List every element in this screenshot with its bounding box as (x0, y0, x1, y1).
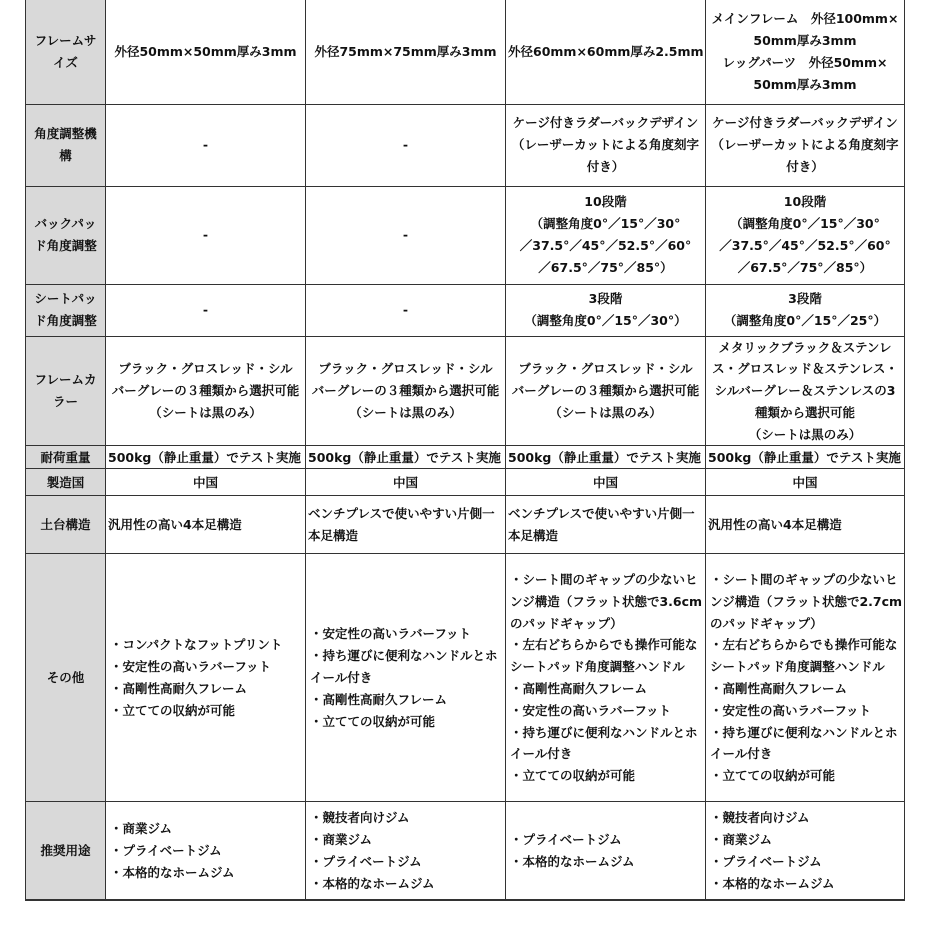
cell-line: 10段階 (783, 194, 827, 210)
cell-line: ／67.5°／75°／85°） (538, 259, 673, 275)
cell-line: 3段階 (588, 291, 623, 307)
cell-product-2 (306, 336, 506, 446)
cell-line: バーグレーの３種類から選択可能 (311, 383, 500, 399)
cell-line: 外径60mm×60mm厚み2.5mm (508, 43, 704, 59)
cell-line: シートパッド角度調整ハンドル (510, 659, 685, 675)
cell-line: - (402, 227, 409, 243)
cell-line: ・競技者向けジム (310, 810, 410, 826)
cell-product-4 (706, 802, 905, 900)
cell-product-2 (306, 802, 506, 900)
cell-line: のパッドギャップ） (510, 615, 623, 631)
row-recommended-use (26, 802, 905, 900)
cell-product-1 (106, 554, 306, 802)
cell-line: ・シート間のギャップの少ないヒ (710, 572, 898, 587)
cell-product-3 (506, 104, 706, 186)
cell-line: イール付き (310, 670, 373, 686)
cell-line: ・高剛性高耐久フレーム (110, 680, 248, 696)
cell-line: ・商業ジム (110, 821, 173, 837)
cell-line: ベンチプレスで使いやすい片側一 (508, 506, 695, 522)
cell-line: イール付き (710, 746, 773, 762)
cell-line: ・安定性の高いラバーフット (510, 702, 672, 718)
row-label: フレームサイズ (26, 0, 106, 104)
cell-line: （シートは黒のみ） (549, 404, 662, 420)
cell-product-3 (506, 336, 706, 446)
cell-line: 付き） (586, 158, 625, 174)
cell-product-2 (306, 104, 506, 186)
cell-product-3 (506, 496, 706, 554)
cell-line: ・商業ジム (710, 831, 773, 847)
cell-line: （調整角度0°／15°／30°） (524, 313, 687, 328)
cell-line: バーグレーの３種類から選択可能 (111, 383, 300, 399)
cell-product-2 (306, 186, 506, 284)
cell-line: ・安定性の高いラバーフット (710, 702, 872, 718)
cell-line: 3段階 (788, 291, 822, 307)
cell-line: のパッドギャップ） (710, 615, 823, 631)
cell-line: （調整角度0°／15°／25°） (723, 313, 887, 328)
cell-line: ・安定性の高いラバーフット (110, 659, 272, 675)
cell-product-1 (106, 496, 306, 554)
cell-line: ブラック・グロスレッド・シル (518, 361, 693, 377)
cell-line: 本足構造 (508, 527, 559, 543)
row-label: その他 (26, 554, 106, 802)
cell-product-2 (306, 554, 506, 802)
cell-product-1 (106, 104, 306, 186)
cell-product-4 (706, 336, 905, 446)
cell-line: ・商業ジム (310, 831, 373, 847)
cell-line: 汎用性の高い4本足構造 (708, 517, 842, 533)
cell-line: （シートは黒のみ） (748, 426, 862, 442)
cell-product-2 (306, 469, 506, 496)
cell-line: ・持ち運びに便利なハンドルとホ (510, 724, 698, 740)
row-label: 土台構造 (26, 496, 106, 554)
cell-line: ・本格的なホームジム (110, 864, 235, 880)
cell-line: 500kg（静止重量）でテスト実施 (108, 449, 301, 465)
cell-line: 50mm厚み3mm (753, 76, 857, 92)
cell-line: バーグレーの３種類から選択可能 (511, 383, 700, 399)
cell-line: ・プライベートジム (710, 853, 822, 869)
cell-product-4 (706, 469, 905, 496)
cell-line: シルバーグレー＆ステンレスの3 (714, 383, 896, 399)
cell-line: - (202, 227, 209, 243)
cell-line: （調整角度0°／15°／30° (730, 216, 880, 232)
cell-line: ・プライベートジム (110, 842, 222, 858)
cell-line: 本足構造 (308, 527, 359, 543)
cell-line: ・競技者向けジム (710, 810, 810, 826)
row-label: シートパッド角度調整 (26, 284, 106, 336)
cell-line: 中国 (192, 474, 218, 490)
cell-line: ケージ付きラダーバックデザイン (712, 115, 898, 131)
cell-product-3 (506, 0, 706, 104)
cell-line: ・持ち運びに便利なハンドルとホ (310, 648, 498, 664)
cell-product-2 (306, 0, 506, 104)
cell-line: ・プライベートジム (510, 831, 622, 847)
cell-line: ケージ付きラダーバックデザイン (512, 115, 699, 131)
cell-line: 中国 (592, 474, 618, 490)
cell-line: ・高剛性高耐久フレーム (310, 691, 448, 707)
cell-product-3 (506, 469, 706, 496)
cell-line: 中国 (792, 474, 818, 490)
cell-product-3 (506, 802, 706, 900)
row-load-capacity (26, 446, 905, 469)
cell-line: ・立てての収納が可能 (510, 768, 636, 784)
cell-line: イール付き (510, 746, 573, 762)
row-label: バックパッド角度調整 (26, 186, 106, 284)
cell-line: ス・グロスレッド＆ステンレス・ (712, 361, 898, 377)
cell-line: ・立てての収納が可能 (310, 713, 436, 729)
cell-product-3 (506, 446, 706, 469)
cell-product-3 (506, 284, 706, 336)
cell-line: メインフレーム 外径100mm× (711, 11, 899, 27)
cell-product-4 (706, 496, 905, 554)
cell-line: レッグパーツ 外径50mm× (722, 54, 888, 70)
row-frame-size (26, 0, 905, 104)
cell-line: ・高剛性高耐久フレーム (510, 680, 648, 696)
cell-product-1 (106, 0, 306, 104)
cell-line: メタリックブラック＆ステンレ (718, 339, 892, 355)
cell-line: ・立てての収納が可能 (710, 768, 836, 784)
cell-line: ブラック・グロスレッド・シル (118, 361, 293, 377)
cell-line: （レーザーカットによる角度刻字 (711, 137, 899, 153)
cell-line: 汎用性の高い4本足構造 (108, 517, 242, 533)
row-label: 推奨用途 (26, 802, 106, 900)
cell-product-4 (706, 186, 905, 284)
spec-comparison-table (25, 0, 905, 901)
cell-line: ・持ち運びに便利なハンドルとホ (710, 724, 898, 740)
cell-line: ブラック・グロスレッド・シル (318, 361, 493, 377)
row-origin (26, 469, 905, 496)
cell-product-2 (306, 446, 506, 469)
cell-product-1 (106, 802, 306, 900)
row-label: 耐荷重量 (26, 446, 106, 469)
cell-line: 500kg（静止重量）でテスト実施 (708, 449, 901, 465)
cell-line: - (202, 302, 209, 318)
cell-line: 外径75mm×75mm厚み3mm (314, 43, 497, 59)
cell-product-1 (106, 469, 306, 496)
cell-product-4 (706, 104, 905, 186)
cell-line: ／37.5°／45°／52.5°／60° (519, 238, 692, 253)
cell-line: ・本格的なホームジム (710, 875, 835, 891)
cell-product-3 (506, 554, 706, 802)
cell-line: シートパッド角度調整ハンドル (710, 659, 885, 675)
cell-line: ンジ構造（フラット状態で3.6cm (510, 593, 703, 609)
cell-line: ・コンパクトなフットプリント (110, 637, 283, 653)
cell-line: 500kg（静止重量）でテスト実施 (308, 449, 501, 465)
row-base-structure (26, 496, 905, 554)
cell-line: 外径50mm×50mm厚み3mm (114, 43, 297, 59)
row-backpad-angle (26, 186, 905, 284)
cell-line: - (202, 137, 209, 153)
cell-line: ・安定性の高いラバーフット (310, 626, 472, 642)
cell-line: （レーザーカットによる角度刻字 (511, 137, 700, 153)
cell-line: 種類から選択可能 (754, 404, 855, 420)
cell-line: ・シート間のギャップの少ないヒ (510, 572, 698, 587)
cell-line: 中国 (392, 474, 418, 490)
cell-line: 50mm厚み3mm (753, 32, 857, 48)
cell-line: （シートは黒のみ） (349, 404, 462, 420)
cell-product-2 (306, 496, 506, 554)
cell-line: ・立てての収納が可能 (110, 702, 236, 718)
cell-product-1 (106, 446, 306, 469)
cell-line: （調整角度0°／15°／30° (530, 216, 681, 232)
cell-product-3 (506, 186, 706, 284)
cell-product-4 (706, 446, 905, 469)
cell-product-4 (706, 284, 905, 336)
cell-line: ／67.5°／75°／85°） (737, 259, 873, 275)
cell-line: ・高剛性高耐久フレーム (710, 680, 848, 696)
cell-product-1 (106, 284, 306, 336)
cell-line: ベンチプレスで使いやすい片側一 (308, 506, 495, 522)
cell-product-1 (106, 186, 306, 284)
cell-line: ンジ構造（フラット状態で2.7cm (710, 593, 903, 609)
row-frame-color (26, 336, 905, 446)
row-seatpad-angle (26, 284, 905, 336)
cell-product-4 (706, 554, 905, 802)
cell-line: ・左右どちらからでも操作可能な (510, 637, 698, 653)
row-label: フレームカラー (26, 336, 106, 446)
cell-product-4 (706, 0, 905, 104)
cell-line: - (402, 137, 409, 153)
cell-line: ・プライベートジム (310, 853, 422, 869)
row-other-features (26, 554, 905, 802)
cell-line: 付き） (786, 158, 824, 174)
row-label: 製造国 (26, 469, 106, 496)
cell-line: ・本格的なホームジム (510, 853, 635, 869)
cell-line: ／37.5°／45°／52.5°／60° (719, 238, 891, 253)
cell-line: 10段階 (584, 194, 627, 210)
cell-line: 500kg（静止重量）でテスト実施 (508, 449, 701, 465)
cell-line: （シートは黒のみ） (149, 404, 262, 420)
row-label: 角度調整機構 (26, 104, 106, 186)
row-angle-mechanism (26, 104, 905, 186)
cell-line: ・左右どちらからでも操作可能な (710, 637, 898, 653)
cell-product-2 (306, 284, 506, 336)
cell-product-1 (106, 336, 306, 446)
cell-line: - (402, 302, 409, 318)
cell-line: ・本格的なホームジム (310, 875, 435, 891)
